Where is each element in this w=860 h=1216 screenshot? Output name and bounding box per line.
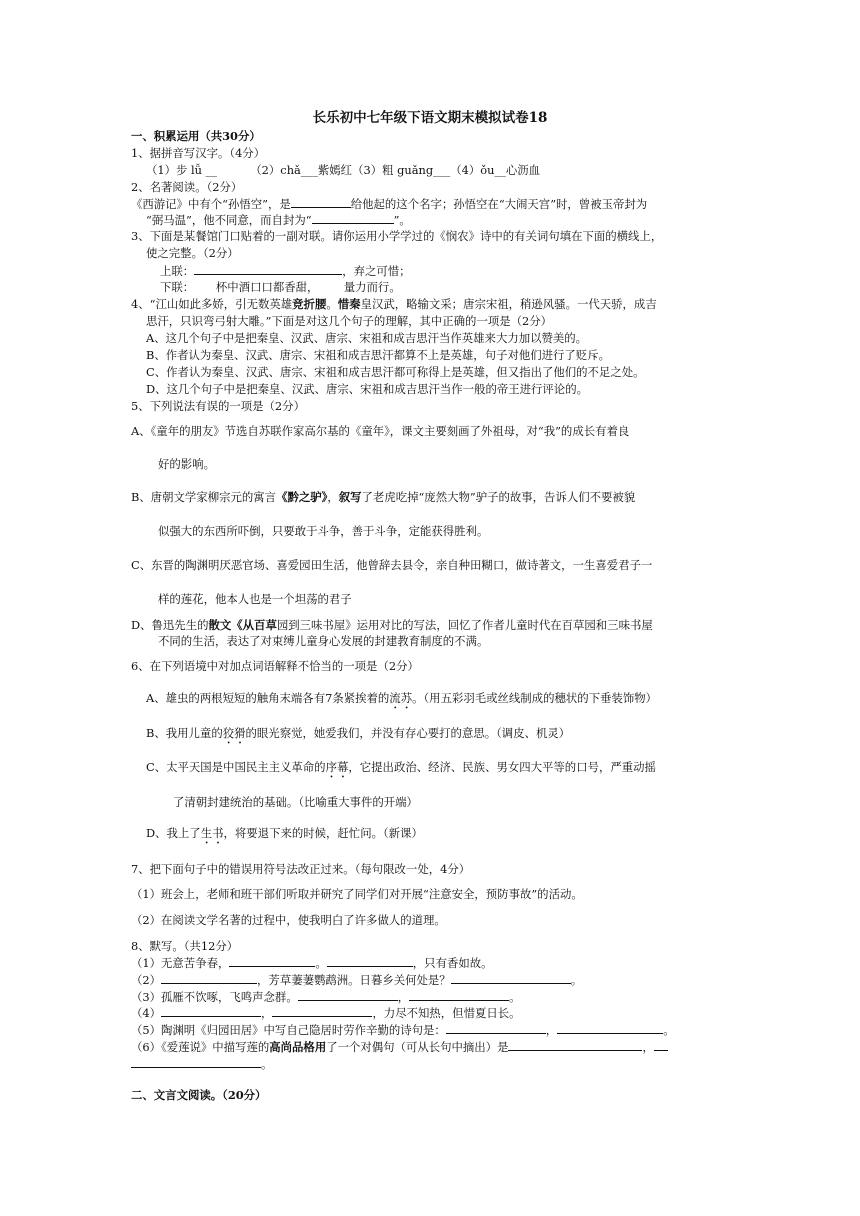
- q8-text: ，: [261, 1006, 273, 1020]
- section1-heading: 一、积累运用（共30分）: [131, 129, 261, 143]
- q5-option-a-line2: 好的影响。: [158, 457, 215, 471]
- q8-text: 。: [315, 956, 327, 970]
- q5-option-d-line1: [131, 618, 653, 632]
- q3-stem-1: 3、下面是某餐馆门口贴着的一副对联。请你运用小学学过的《悯农》诗中的有关词句填在下面的横线上，: [131, 229, 663, 243]
- q8-blank[interactable]: [327, 955, 413, 967]
- q2-text: ”。: [393, 213, 411, 227]
- q6-text: 的眼光察觉，她爱我们，并没有存心要打的意思。（调皮、机灵）: [245, 726, 571, 740]
- q8-text: 。: [570, 973, 583, 987]
- q6-text: ，将要退下来的时候，赶忙问。（新课）: [223, 826, 423, 840]
- q6-text: D、我上了: [146, 826, 201, 840]
- q5-text: B、唐朝文学家柳宗元的寓言: [131, 490, 277, 504]
- q4-bold: 惜秦: [337, 297, 361, 311]
- q1-item-2: （2）chǎ___紫嫣红（3）粗 guǎng___（4）ǒu__心沥血: [250, 163, 541, 177]
- q4-option-c: C、作者认为秦皇、汉武、唐宗、宋祖和成吉思汗都可称得上是英雄，但又指出了他们的不足之处。: [146, 365, 645, 379]
- q5-option-d-line2: 不同的生活，表达了对束缚儿童身心发展的封建教育制度的不满。: [158, 634, 489, 648]
- q3-upper-label: 上联：: [160, 264, 195, 278]
- q8-text: 。: [509, 990, 521, 1004]
- q8-line-5: [131, 1022, 675, 1037]
- q6-text: A、雄虫的两根短短的触角末端各有7条紧挨着的: [146, 691, 390, 705]
- q4-option-d: D、这几个句子中是把秦皇、汉武、唐宗、宋祖和成吉思汗当作一般的帝王进行评论的。: [146, 382, 588, 396]
- q3-lower: 下联： 杯中酒口口都香甜， 量力而行。: [160, 280, 401, 294]
- q5-text: 园到三味书屋》运用对比的写法，回忆了作者儿童时代在百草园和三味书屋: [276, 618, 653, 632]
- q2-blank-1[interactable]: [291, 196, 351, 208]
- q5-option-a-line1: A、《童年的朋友》节选自苏联作家高尔基的《童年》，课文主要刻画了外祖母，对“我”的成长有着良: [131, 424, 630, 438]
- q6-dotted-word: 生书: [200, 826, 224, 840]
- q4-bold: 竞折腰: [292, 297, 327, 311]
- q2-text: 给他起的这个名字；孙悟空在“大闹天宫”时，曾被玉帝封为: [350, 197, 648, 211]
- q5-text: ，: [327, 490, 339, 504]
- q6-text: C、太平天国是中国民主主义革命的: [146, 760, 326, 774]
- q6-dotted-word: 流苏: [389, 691, 413, 705]
- q4-stem-1: [131, 297, 657, 311]
- q4-text: 。: [326, 297, 338, 311]
- q1-item-1: （1）步 lǚ __: [146, 163, 218, 177]
- q2-blank-2[interactable]: [312, 212, 394, 224]
- q8-line-6-cont: [131, 1056, 272, 1071]
- q3-upper-tail: ，弃之可惜；: [342, 264, 411, 278]
- q7-sentence-2: （2）在阅读文学名著的过程中，使我明白了许多做人的道理。: [131, 913, 446, 927]
- q4-text: 皇汉武，略输文采；唐宗宋祖，稍逊风骚。一代天骄，成吉: [360, 297, 657, 311]
- q5-bold: 散文《从百草: [208, 618, 277, 632]
- q8-line-4: [131, 1005, 521, 1020]
- q8-stem: 8、默写。（共12分）: [131, 939, 239, 953]
- q8-text: （3）孤雁不饮啄，飞鸣声念群。: [131, 990, 298, 1004]
- q2-stem: 2、名著阅读。（2分）: [131, 180, 243, 194]
- q6-text: ，它提出政治、经济、民族、男女四大平等的口号，严重动摇: [348, 760, 656, 774]
- q8-text: （6）《爱莲说》中描写莲的: [131, 1040, 270, 1054]
- q6-option-d: [146, 826, 423, 847]
- q6-option-c-line1: [146, 760, 656, 781]
- q1-items: [146, 163, 540, 177]
- q6-text: 。（用五彩羽毛或丝线制成的穗状的下垂装饰物）: [412, 691, 657, 705]
- q8-text: （1）无意苦争春，: [131, 956, 230, 970]
- q4-option-b: B、作者认为秦皇、汉武、唐宗、宋祖和成吉思汗都算不上是英雄，句子对他们进行了贬斥。: [146, 348, 610, 362]
- q7-stem: 7、把下面句子中的错误用符号法改正过来。（每句限改一处，4分）: [131, 862, 471, 876]
- q5-option-b-line1: [131, 490, 635, 504]
- q8-blank[interactable]: [451, 972, 571, 984]
- q4-text: 4、“江山如此多娇，引无数英雄: [131, 297, 293, 311]
- q8-text: 。: [663, 1023, 675, 1037]
- q8-blank[interactable]: [229, 955, 315, 967]
- q2-text: “弼马温”，他不同意，而自封为“: [146, 213, 312, 227]
- q5-option-b-line2: 似强大的东西所吓倒，只要敢于斗争，善于斗争，定能获得胜利。: [158, 524, 489, 538]
- q6-stem: 6、在下列语境中对加点词语解释不恰当的一项是（2分）: [131, 659, 419, 673]
- q6-option-a: [146, 691, 657, 712]
- q5-bold: 《黔之驴》: [276, 490, 328, 504]
- q8-blank[interactable]: [161, 972, 257, 984]
- q8-blank[interactable]: [298, 989, 398, 1001]
- q5-option-c-line2: 样的莲花，他本人也是一个坦荡的君子: [158, 592, 352, 606]
- q6-option-b: [146, 726, 570, 747]
- q8-line-2: [131, 972, 582, 987]
- q8-text: ，: [642, 1040, 654, 1054]
- q6-dotted-word: 狡猾: [222, 726, 246, 740]
- q2-line2: [146, 212, 411, 227]
- q8-line-3: [131, 989, 521, 1004]
- q8-text: （5）陶渊明《归园田居》中写自己隐居时劳作辛勤的诗句是：: [131, 1023, 446, 1037]
- q5-bold: 叙写: [338, 490, 362, 504]
- q8-blank[interactable]: [409, 989, 509, 1001]
- q3-upper: [160, 263, 411, 278]
- q8-line-6: [131, 1039, 668, 1054]
- q8-text: ，: [545, 1023, 558, 1037]
- q2-line1: [131, 196, 647, 211]
- q5-text: 了老虎吃掉“庞然大物”驴子的故事，告诉人们不要被貌: [361, 490, 636, 504]
- q8-blank[interactable]: [272, 1005, 372, 1017]
- q2-text: 《西游记》中有个“孙悟空”，是: [131, 197, 291, 211]
- q8-bold: 高尚品格用: [269, 1040, 327, 1054]
- q8-text: （2）: [131, 973, 162, 987]
- q4-option-a: A、这几个句子中是把秦皇、汉武、唐宗、宋祖和成吉思汗当作英雄来大力加以赞美的。: [146, 331, 588, 345]
- q1-stem: 1、据拼音写汉字。（4分）: [131, 146, 266, 160]
- page-title: 长乐初中七年级下语文期末模拟试卷18: [312, 110, 548, 126]
- q8-blank[interactable]: [446, 1022, 546, 1034]
- q7-sentence-1: （1）班会上，老师和班干部们听取并研究了同学们对开展“注意安全，预防事故”的活动。: [131, 887, 583, 901]
- q8-text: ，芳草萋萋鹦鹉洲。日暮乡关何处是？: [257, 973, 451, 987]
- q8-blank[interactable]: [557, 1022, 663, 1034]
- q8-blank[interactable]: [161, 1005, 261, 1017]
- q8-text: ，只有香如故。: [412, 956, 493, 970]
- q8-text: ，力尽不知热，但惜夏日长。: [372, 1006, 521, 1020]
- q5-text: D、鲁迅先生的: [131, 618, 209, 632]
- q5-option-c-line1: C、东晋的陶渊明厌恶官场、喜爱园田生活，他曾辞去县令，亲自种田糊口，做诗著文，一生喜爱君子一: [131, 558, 653, 572]
- q8-blank[interactable]: [131, 1056, 261, 1068]
- q8-text: （4）: [131, 1006, 162, 1020]
- q3-stem-2: 使之完整。（2分）: [146, 246, 239, 260]
- q6-dotted-word: 序幕: [325, 760, 349, 774]
- q8-text: 。: [261, 1057, 273, 1071]
- q6-option-c-line2: 了清朝封建统治的基础。（比喻重大事件的开端）: [173, 795, 418, 809]
- q8-line-1: [131, 955, 493, 970]
- q8-text: 了一个对偶句（可从长句中摘出）是: [326, 1040, 509, 1054]
- q4-stem-2: 思汗，只识弯弓射大雕。”下面是对这几个句子的理解，其中正确的一项是（2分）: [146, 314, 553, 328]
- section2-heading: 二、文言文阅读。（20分）: [131, 1088, 267, 1102]
- q3-blank[interactable]: [194, 263, 342, 275]
- q5-stem: 5、下列说法有误的一项是（2分）: [131, 399, 305, 413]
- q6-text: B、我用儿童的: [146, 726, 223, 740]
- q8-text: ，: [397, 990, 410, 1004]
- q8-blank[interactable]: [654, 1039, 668, 1051]
- q8-blank[interactable]: [508, 1039, 642, 1051]
